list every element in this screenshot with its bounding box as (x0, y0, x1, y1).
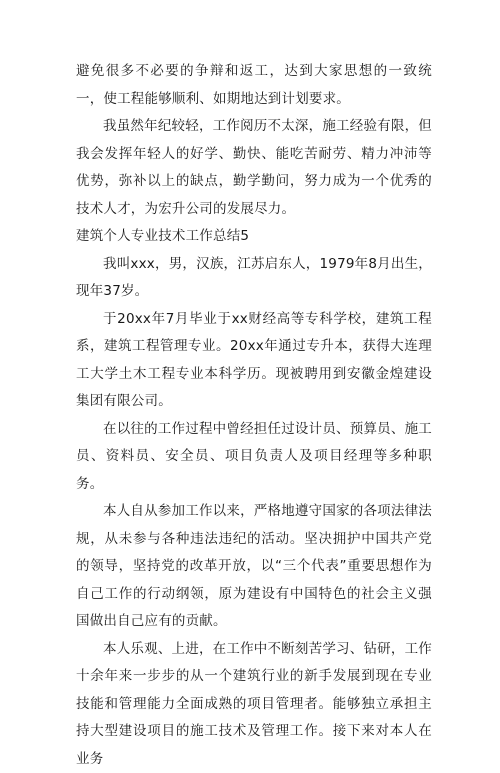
paragraph: 本人乐观、上进，在工作中不断刻苦学习、钻研，工作十余年来一步步的从一个建筑行业的新手发展到现在专业技能和管理能力全面成熟的项目管理者。能够独立承担主持大型建设项目的施工技术及管理工作。接下来对本人在业务 (76, 636, 432, 773)
paragraph: 在以往的工作过程中曾经担任过设计员、预算员、施工员、资料员、安全员、项目负责人及项目经理等多种职务。 (76, 416, 432, 499)
paragraph: 于20xx年7月毕业于xx财经高等专科学校，建筑工程系，建筑工程管理专业。20xx年通过专升本，获得大连理工大学土木工程专业本科学历。现被聘用到安徽金煌建设集团有限公司。 (76, 306, 432, 416)
document-body (76, 58, 432, 773)
paragraph: 避免很多不必要的争辩和返工，达到大家思想的一致统一，使工程能够顺利、如期地达到计划要求。 (76, 58, 432, 113)
paragraph: 我叫xxx，男，汉族，江苏启东人，1979年8月出生，现年37岁。 (76, 251, 432, 306)
paragraph: 本人自从参加工作以来，严格地遵守国家的各项法律法规，从未参与各种违法违纪的活动。坚决拥护中国共产党的领导，坚持党的改革开放，以“三个代表”重要思想作为自己工作的行动纲领，原为建设有中国特色的社会主义强国做出自己应有的贡献。 (76, 498, 432, 636)
section-heading: 建筑个人专业技术工作总结5 (76, 223, 432, 251)
paragraph: 我虽然年纪较轻，工作阅历不太深，施工经验有限，但我会发挥年轻人的好学、勤快、能吃苦耐劳、精力冲沛等优势，弥补以上的缺点，勤学勤问，努力成为一个优秀的技术人才，为宏升公司的发展尽力。 (76, 113, 432, 223)
